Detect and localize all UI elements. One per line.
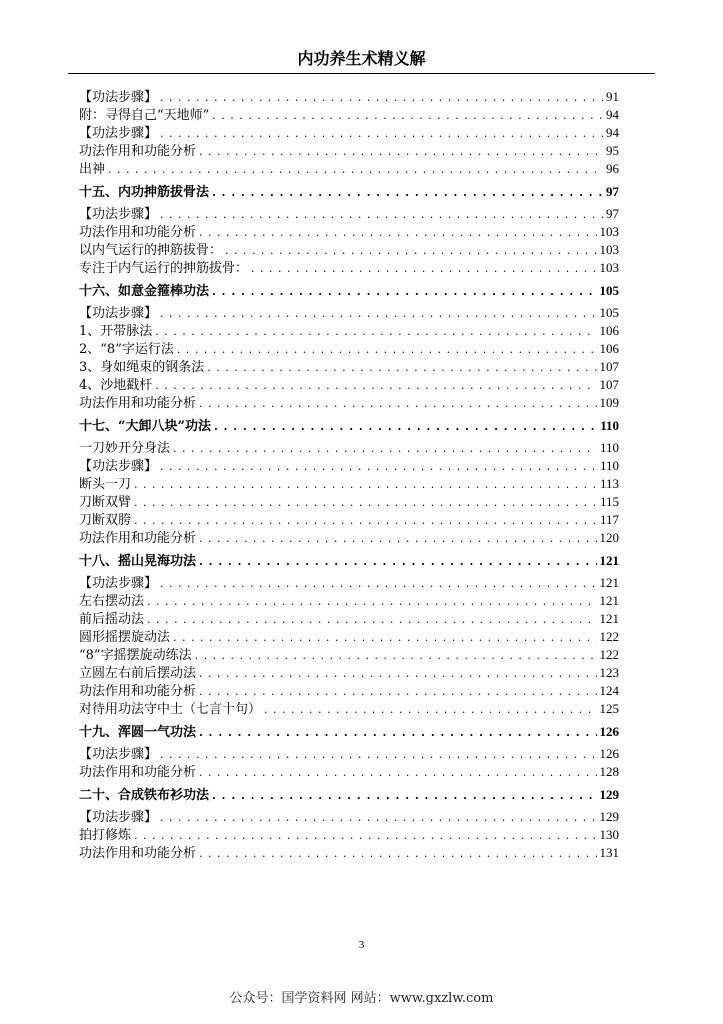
toc-dot-leader bbox=[160, 809, 596, 827]
toc-entry-label: 以内气运行的抻筋拔骨： bbox=[79, 243, 223, 258]
toc-dot-leader bbox=[108, 161, 603, 179]
toc-entry-page: 129 bbox=[599, 809, 619, 824]
toc-entry-page: 107 bbox=[599, 359, 619, 374]
toc-dot-leader bbox=[199, 395, 596, 413]
toc-entry-page: 103 bbox=[599, 242, 619, 257]
toc-entry[interactable] bbox=[79, 205, 619, 223]
toc-entry[interactable] bbox=[79, 574, 619, 592]
toc-entry-label: 【功法步骤】 bbox=[79, 90, 158, 105]
toc-chapter-entry[interactable] bbox=[79, 416, 619, 436]
toc-entry-page: 126 bbox=[599, 724, 619, 739]
toc-entry-label: 【功法步骤】 bbox=[79, 207, 158, 222]
toc-entry-label: 功法作用和功能分析 bbox=[79, 396, 197, 411]
toc-dot-leader bbox=[134, 827, 596, 845]
toc-entry-label: 对待用功法守中土（七言十句） bbox=[79, 702, 262, 717]
toc-entry[interactable] bbox=[79, 745, 619, 763]
toc-entry-label: 十六、如意金箍棒功法 bbox=[79, 284, 210, 299]
toc-entry-label: 【功法步骤】 bbox=[79, 747, 158, 762]
toc-entry-page: 126 bbox=[599, 746, 619, 761]
toc-dot-leader bbox=[160, 89, 603, 107]
toc-entry-page: 123 bbox=[599, 665, 619, 680]
toc-dot-leader bbox=[212, 282, 596, 302]
toc-entry-page: 115 bbox=[599, 494, 619, 509]
toc-entry[interactable] bbox=[79, 88, 619, 106]
toc-entry-page: 103 bbox=[599, 224, 619, 239]
toc-entry-page: 106 bbox=[599, 341, 619, 356]
toc-dot-leader bbox=[199, 665, 596, 683]
toc-dot-leader bbox=[199, 530, 596, 548]
toc-entry-page: 97 bbox=[606, 206, 619, 221]
toc-entry-page: 91 bbox=[606, 89, 619, 104]
toc-entry-label: 【功法步骤】 bbox=[79, 576, 158, 591]
toc-entry-page: 96 bbox=[606, 161, 619, 176]
toc-entry-label: 出神 bbox=[79, 162, 106, 177]
toc-entry[interactable] bbox=[79, 493, 619, 511]
toc-entry-page: 109 bbox=[599, 395, 619, 410]
toc-entry[interactable] bbox=[79, 844, 619, 862]
toc-dot-leader bbox=[160, 305, 596, 323]
page-header-title: 内功养生术精义解 bbox=[297, 49, 426, 68]
toc-entry-page: 117 bbox=[599, 512, 619, 527]
toc-entry[interactable] bbox=[79, 142, 619, 160]
toc-entry[interactable] bbox=[79, 664, 619, 682]
toc-entry-page: 128 bbox=[599, 764, 619, 779]
toc-entry-page: 121 bbox=[599, 575, 619, 590]
toc-entry-label: 【功法步骤】 bbox=[79, 459, 158, 474]
toc-entry-label: 1、开带脉法 bbox=[79, 324, 153, 339]
toc-entry[interactable] bbox=[79, 529, 619, 547]
toc-dot-leader bbox=[225, 242, 596, 260]
toc-dot-leader bbox=[147, 593, 596, 611]
header-divider bbox=[68, 73, 655, 74]
table-of-contents bbox=[79, 88, 619, 862]
toc-entry-page: 105 bbox=[599, 283, 619, 298]
toc-entry-page: 110 bbox=[599, 458, 619, 473]
toc-entry-page: 129 bbox=[599, 787, 619, 802]
toc-entry[interactable] bbox=[79, 826, 619, 844]
toc-entry-page: 110 bbox=[599, 440, 619, 455]
toc-entry-label: 前后摇动法 bbox=[79, 612, 145, 627]
toc-entry[interactable] bbox=[79, 358, 619, 376]
toc-entry[interactable] bbox=[79, 610, 619, 628]
toc-chapter-entry[interactable] bbox=[79, 722, 619, 742]
toc-entry[interactable] bbox=[79, 322, 619, 340]
toc-dot-leader bbox=[207, 359, 596, 377]
toc-dot-leader bbox=[199, 764, 596, 782]
toc-entry-label: 功法作用和功能分析 bbox=[79, 846, 197, 861]
toc-entry[interactable] bbox=[79, 241, 619, 259]
toc-entry-page: 97 bbox=[606, 184, 619, 199]
toc-entry-label: 功法作用和功能分析 bbox=[79, 531, 197, 546]
toc-entry-label: 十八、摇山晃海功法 bbox=[79, 554, 197, 569]
toc-entry-label: 功法作用和功能分析 bbox=[79, 144, 197, 159]
toc-entry-label: 左右摆动法 bbox=[79, 594, 145, 609]
toc-dot-leader bbox=[199, 845, 596, 863]
toc-entry[interactable] bbox=[79, 763, 619, 781]
toc-entry-label: 功法作用和功能分析 bbox=[79, 225, 197, 240]
toc-dot-leader bbox=[264, 701, 596, 719]
toc-entry-label: 拍打修炼 bbox=[79, 828, 132, 843]
toc-entry-page: 131 bbox=[599, 845, 619, 860]
toc-entry-page: 125 bbox=[599, 701, 619, 716]
toc-dot-leader bbox=[160, 458, 597, 476]
toc-entry[interactable] bbox=[79, 700, 619, 718]
toc-entry-page: 120 bbox=[599, 530, 619, 545]
toc-dot-leader bbox=[155, 377, 596, 395]
toc-entry-label: 刀断双胯 bbox=[79, 513, 132, 528]
toc-dot-leader bbox=[199, 683, 596, 701]
toc-entry-page: 110 bbox=[600, 418, 619, 433]
toc-chapter-entry[interactable] bbox=[79, 182, 619, 202]
toc-entry-page: 121 bbox=[599, 553, 619, 568]
toc-entry[interactable] bbox=[79, 160, 619, 178]
toc-entry-page: 103 bbox=[599, 260, 619, 275]
toc-entry-label: 【功法步骤】 bbox=[79, 810, 158, 825]
toc-entry-label: 4、沙地戳杆 bbox=[79, 378, 153, 393]
toc-entry[interactable] bbox=[79, 457, 619, 475]
toc-entry[interactable] bbox=[79, 394, 619, 412]
toc-entry[interactable] bbox=[79, 340, 619, 358]
toc-entry-page: 121 bbox=[599, 611, 619, 626]
toc-entry[interactable] bbox=[79, 646, 619, 664]
toc-entry-page: 122 bbox=[599, 647, 619, 662]
toc-dot-leader bbox=[173, 440, 597, 458]
toc-dot-leader bbox=[173, 629, 596, 647]
toc-entry-page: 130 bbox=[599, 827, 619, 842]
toc-dot-leader bbox=[212, 786, 596, 806]
toc-entry-page: 106 bbox=[599, 323, 619, 338]
toc-entry[interactable] bbox=[79, 808, 619, 826]
footer-text: 公众号：国学资料网 网站：www.gxzlw.com bbox=[229, 991, 494, 1006]
toc-entry-page: 95 bbox=[606, 143, 619, 158]
toc-entry-page: 107 bbox=[599, 377, 619, 392]
toc-entry-label: 功法作用和功能分析 bbox=[79, 765, 197, 780]
toc-entry[interactable] bbox=[79, 511, 619, 529]
toc-dot-leader bbox=[160, 746, 596, 764]
toc-dot-leader bbox=[155, 323, 596, 341]
toc-entry[interactable] bbox=[79, 592, 619, 610]
toc-chapter-entry[interactable] bbox=[79, 281, 619, 301]
toc-entry[interactable] bbox=[79, 628, 619, 646]
toc-entry-label: 十九、浑圆一气功法 bbox=[79, 725, 197, 740]
toc-dot-leader bbox=[212, 107, 603, 125]
toc-dot-leader bbox=[199, 552, 596, 572]
toc-chapter-entry[interactable] bbox=[79, 551, 619, 571]
toc-entry-label: 一刀妙开分身法 bbox=[79, 441, 171, 456]
toc-dot-leader bbox=[134, 476, 597, 494]
toc-entry-label: 功法作用和功能分析 bbox=[79, 684, 197, 699]
toc-entry[interactable] bbox=[79, 439, 619, 457]
toc-entry[interactable] bbox=[79, 376, 619, 394]
toc-entry-label: 二十、合成铁布衫功法 bbox=[79, 788, 210, 803]
toc-entry-label: 十七、“大卸八块”功法 bbox=[79, 419, 211, 434]
toc-entry-page: 121 bbox=[599, 593, 619, 608]
toc-entry-label: 断头一刀 bbox=[79, 477, 132, 492]
toc-dot-leader bbox=[199, 723, 596, 743]
toc-entry-label: 【功法步骤】 bbox=[79, 306, 158, 321]
toc-entry-label: 【功法步骤】 bbox=[79, 126, 158, 141]
toc-dot-leader bbox=[199, 143, 603, 161]
toc-entry-label: 刀断双臂 bbox=[79, 495, 132, 510]
toc-dot-leader bbox=[134, 494, 597, 512]
toc-entry-label: 3、身如绳束的钢条法 bbox=[79, 360, 205, 375]
toc-entry[interactable] bbox=[79, 124, 619, 142]
toc-entry[interactable] bbox=[79, 223, 619, 241]
toc-entry-page: 94 bbox=[606, 125, 619, 140]
toc-dot-leader bbox=[147, 611, 596, 629]
toc-entry[interactable] bbox=[79, 682, 619, 700]
page-number: 3 bbox=[358, 939, 365, 951]
toc-entry-page: 122 bbox=[599, 629, 619, 644]
toc-entry-label: 圆形摇摆旋动法 bbox=[79, 630, 171, 645]
toc-entry[interactable] bbox=[79, 106, 619, 124]
toc-dot-leader bbox=[134, 512, 597, 530]
toc-entry-label: 2、“8”字运行法 bbox=[79, 342, 174, 357]
toc-entry-label: “8”字摇摆旋动练法 bbox=[79, 648, 192, 663]
toc-dot-leader bbox=[199, 224, 596, 242]
toc-dot-leader bbox=[195, 647, 597, 665]
toc-entry-page: 113 bbox=[599, 476, 619, 491]
toc-entry-page: 105 bbox=[599, 305, 619, 320]
toc-chapter-entry[interactable] bbox=[79, 785, 619, 805]
toc-entry-label: 专注于内气运行的抻筋拔骨： bbox=[79, 261, 249, 276]
toc-dot-leader bbox=[160, 206, 603, 224]
toc-entry[interactable] bbox=[79, 475, 619, 493]
toc-entry-page: 124 bbox=[599, 683, 619, 698]
toc-entry-label: 附：寻得自己“天地师” bbox=[79, 108, 210, 123]
toc-dot-leader bbox=[160, 575, 596, 593]
toc-entry[interactable] bbox=[79, 259, 619, 277]
toc-entry-label: 十五、内功抻筋拔骨法 bbox=[79, 185, 210, 200]
toc-dot-leader bbox=[212, 183, 603, 203]
toc-entry-page: 94 bbox=[606, 107, 619, 122]
toc-entry[interactable] bbox=[79, 304, 619, 322]
toc-dot-leader bbox=[214, 417, 597, 437]
toc-dot-leader bbox=[177, 341, 597, 359]
toc-dot-leader bbox=[160, 125, 603, 143]
toc-entry-label: 立圆左右前后摆动法 bbox=[79, 666, 197, 681]
toc-dot-leader bbox=[251, 260, 596, 278]
